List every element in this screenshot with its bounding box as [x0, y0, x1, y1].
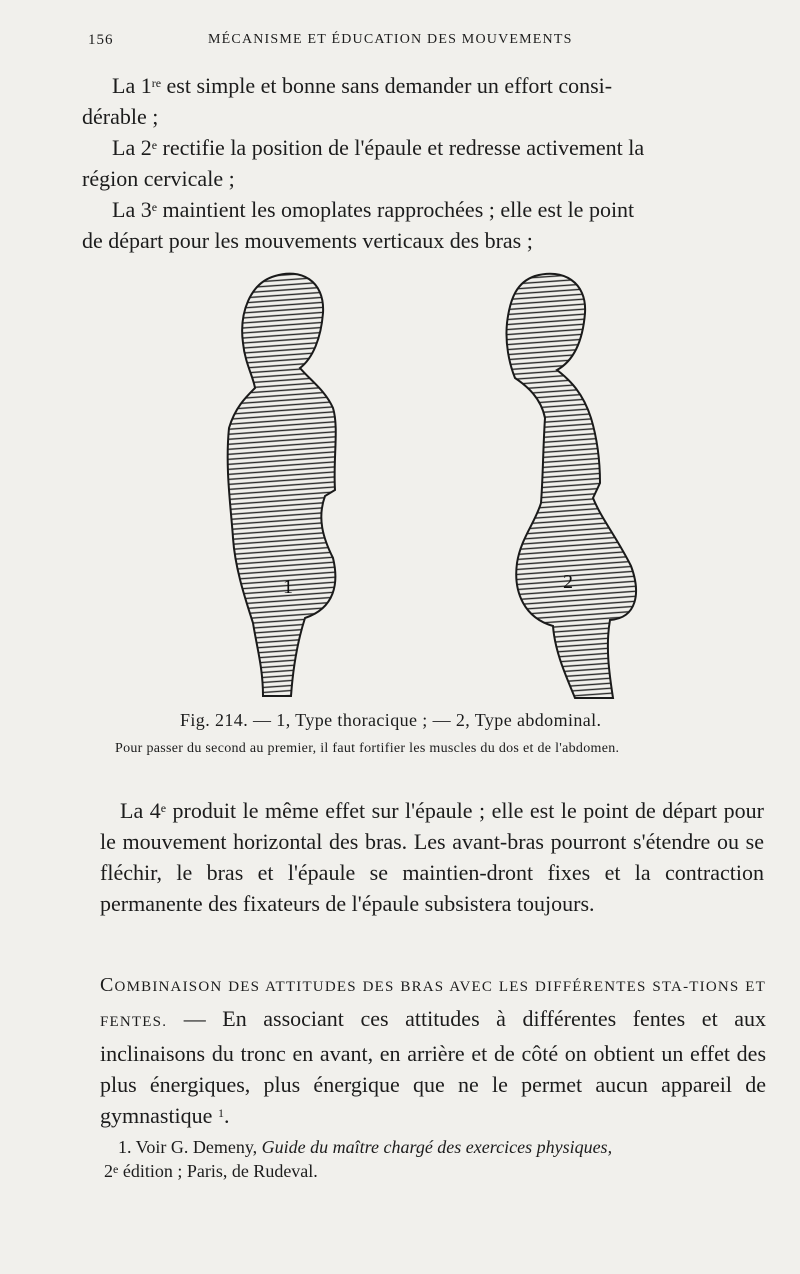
paragraph-attitudes [82, 70, 758, 256]
footnote-ref: 1 [217, 1106, 224, 1120]
text-line: dérable ; [82, 104, 159, 129]
figure-label-2: 2 [563, 571, 573, 593]
text-line: région cervicale ; [82, 166, 235, 191]
text-line: La 2e rectifie la position de l'épaule et redresse activement la [112, 135, 645, 160]
text-line: La 1re est simple et bonne sans demander un effort consi- [112, 73, 613, 98]
figure-caption: Fig. 214. — 1, Type thoracique ; — 2, Type abdominal. [180, 710, 602, 730]
figure-label-1: 1 [283, 576, 293, 598]
running-title: MÉCANISME ET ÉDUCATION DES MOUVEMENTS [208, 32, 573, 47]
silhouette-thoracic [228, 274, 336, 696]
figure-214-silhouettes [205, 268, 665, 708]
text-line: La 3e maintient les omoplates rapprochées ; elle est le point [112, 197, 635, 222]
silhouette-abdominal [506, 274, 636, 698]
footnote: 1. Voir G. Demeny, Guide du maître chargé des exercices physiques, 2e édition ; Paris, de Rudeval. [104, 1137, 613, 1181]
page-number: 156 [88, 32, 114, 48]
paragraph-combinaison: COMBINAISON DES ATTITUDES DES BRAS AVEC LES DIFFÉRENTES STA-TIONS ET FENTES. — En associant ces attitudes à différentes fentes et aux inclinaisons du tronc en avant, en arrière et de côté on obtient un effet des plus énergiques, plus énergique que ne le permet aucun appareil de gymnastique $^1$. [100, 974, 766, 1128]
figure-subcaption: Pour passer du second au premier, il faut fortifier les muscles du dos et de l'abdomen. [115, 741, 620, 756]
text-line: de départ pour les mouvements verticaux des bras ; [82, 228, 533, 253]
section-heading: COMBINAISON DES ATTITUDES DES BRAS AVEC LES DIFFÉRENTES STA-TIONS ET FENTES. [100, 974, 766, 1030]
paragraph-fourth-attitude: La 4e produit le même effet sur l'épaule ; elle est le point de départ pour le mouvement horizontal des bras. Les avant-bras pourront s'étendre ou se fléchir, le bras et l'épaule se maintien-dront fixes et la contraction permanente des fixateurs de l'épaule subsistera toujours. [100, 798, 765, 916]
